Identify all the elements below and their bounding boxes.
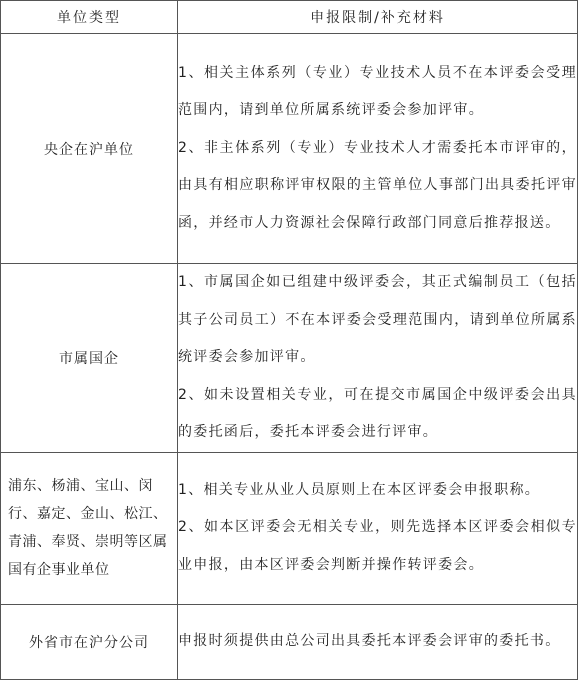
unit-type-cell: 市属国企 xyxy=(1,264,178,453)
requirement-item: 2、如本区评委会无相关专业，则先选择本区评委会相似专业申报，由本区评委会判断并操作转评委会。 xyxy=(178,519,577,573)
table-row xyxy=(1,452,578,604)
header-unit-type: 单位类型 xyxy=(1,1,178,34)
table-row xyxy=(1,604,578,679)
requirement-item: 申报时须提供由总公司出具委托本评委会评审的委托书。 xyxy=(178,633,561,649)
table-row xyxy=(1,264,578,453)
unit-type-cell: 外省市在沪分公司 xyxy=(1,604,178,679)
requirement-item: 2、非主体系列（专业）专业技术人才需委托本市评审的，由具有相应职称评审权限的主管单位人事部门出具委托评审函，并经市人力资源社会保障行政部门同意后推荐报送。 xyxy=(178,139,577,231)
requirements-cell xyxy=(178,264,578,453)
header-requirements: 申报限制/补充材料 xyxy=(178,1,578,34)
unit-type-cell: 浦东、杨浦、宝山、闵行、嘉定、金山、松江、青浦、奉贤、崇明等区属国有企事业单位 xyxy=(1,452,178,604)
requirements-cell xyxy=(178,604,578,679)
requirement-item: 1、相关主体系列（专业）专业技术人员不在本评委会受理范围内，请到单位所属系统评委会参加评审。 xyxy=(178,64,577,119)
requirements-cell xyxy=(178,34,578,264)
unit-type-cell: 央企在沪单位 xyxy=(1,34,178,264)
requirements-cell xyxy=(178,452,578,604)
requirement-item: 1、市属国企如已组建中级评委会，其正式编制员工（包括其子公司员工）不在本评委会受理范围内，请到单位所属系统评委会参加评审。 xyxy=(178,274,577,365)
requirement-item: 2、如未设置相关专业，可在提交市属国企中级评委会出具的委托函后，委托本评委会进行评审。 xyxy=(178,386,577,440)
table-header-row xyxy=(1,1,578,34)
requirement-item: 1、相关专业从业人员原则上在本区评委会申报职称。 xyxy=(178,481,541,498)
table-row xyxy=(1,34,578,264)
